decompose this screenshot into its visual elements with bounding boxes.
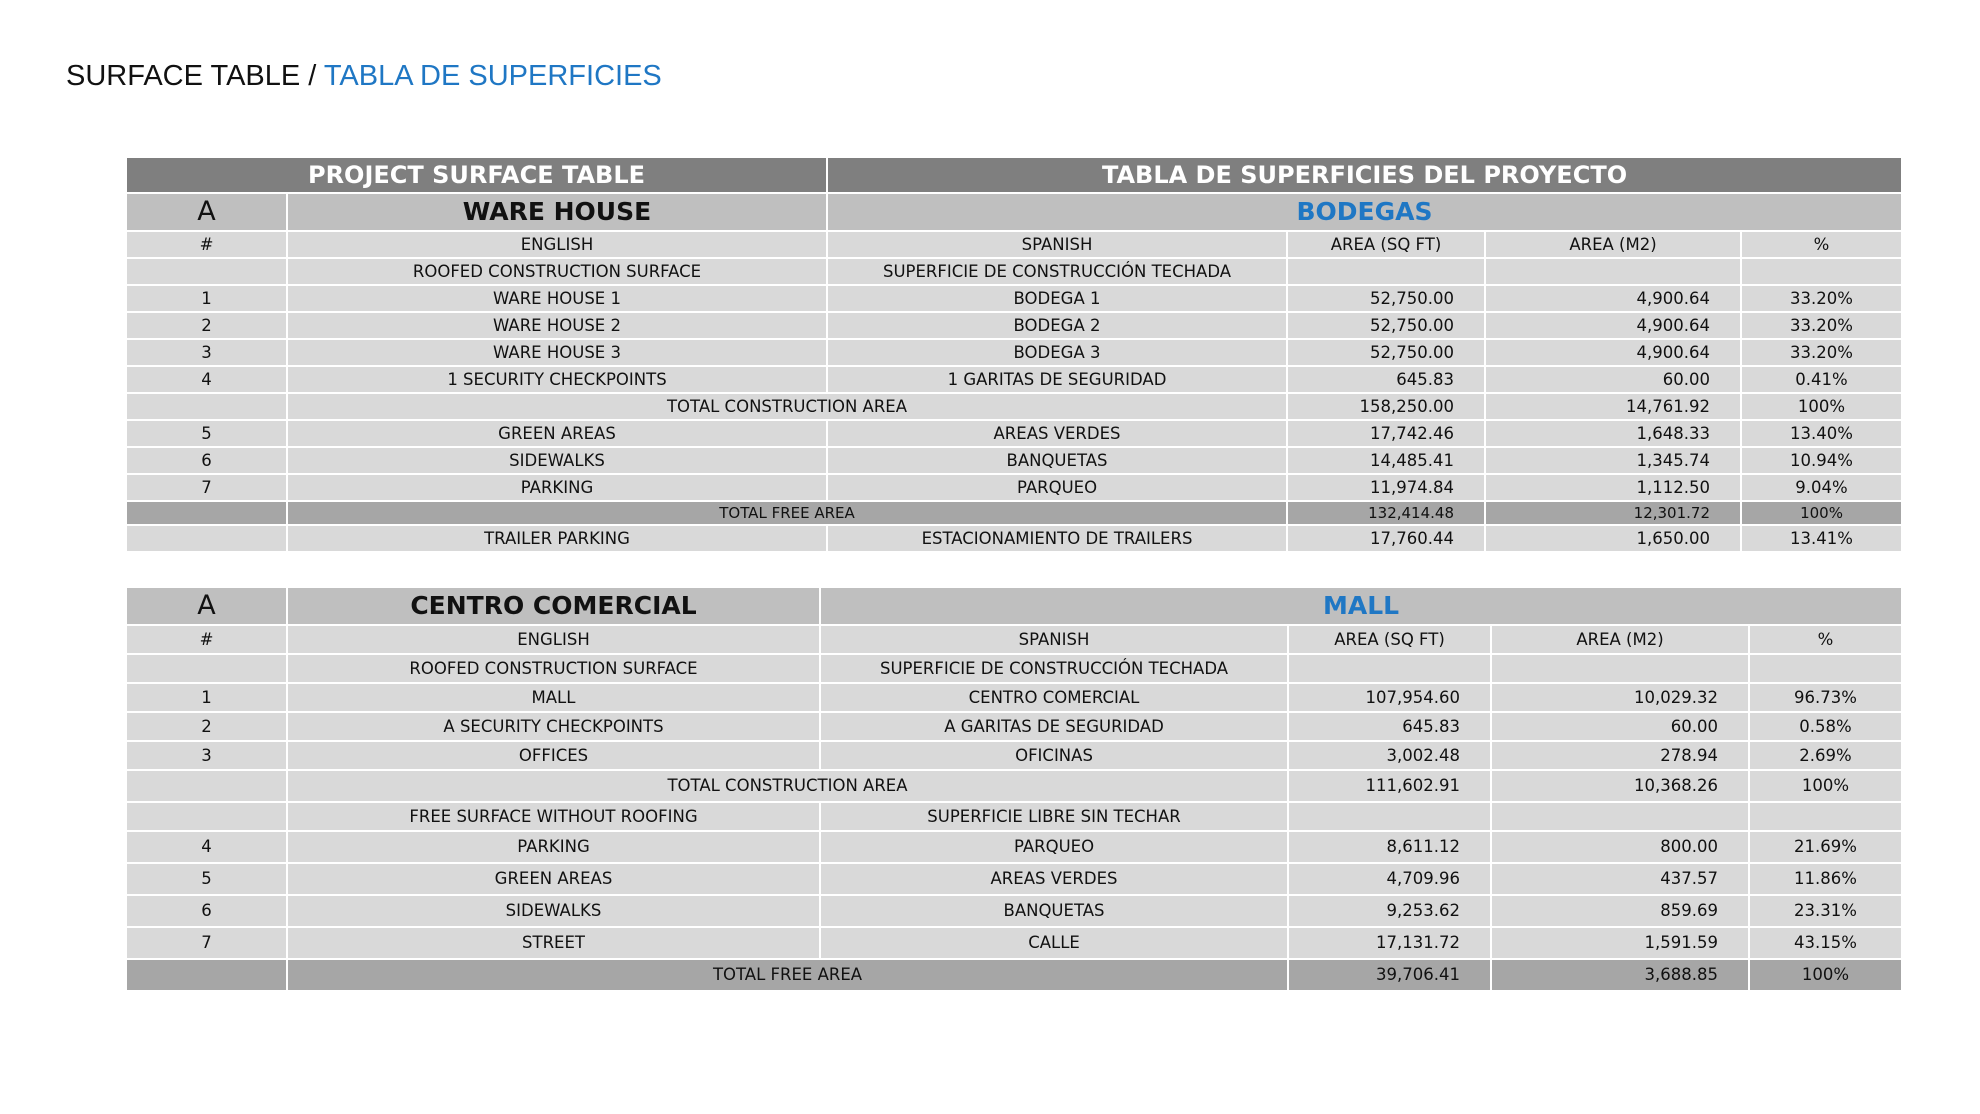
- total-free-area-label: TOTAL FREE AREA: [287, 959, 1288, 991]
- table-row: 6 SIDEWALKS BANQUETAS 9,253.62 859.69 23.31%: [126, 895, 1902, 927]
- total-free-area-row: TOTAL FREE AREA 39,706.41 3,688.85 100%: [126, 959, 1902, 991]
- total-free-area-label: TOTAL FREE AREA: [287, 501, 1287, 525]
- table-row: 3 WARE HOUSE 3 BODEGA 3 52,750.00 4,900.64 33.20%: [126, 339, 1902, 366]
- table-row: 6 SIDEWALKS BANQUETAS 14,485.41 1,345.74 10.94%: [126, 447, 1902, 474]
- table-header-row: [126, 157, 1902, 193]
- section-row: [126, 587, 1902, 625]
- col-percent: %: [1749, 625, 1902, 654]
- table-row: 2 WARE HOUSE 2 BODEGA 2 52,750.00 4,900.64 33.20%: [126, 312, 1902, 339]
- table-row: 5 GREEN AREAS AREAS VERDES 4,709.96 437.57 11.86%: [126, 863, 1902, 895]
- page-title-english: SURFACE TABLE /: [66, 60, 324, 92]
- total-construction-row: TOTAL CONSTRUCTION AREA 111,602.91 10,368.26 100%: [126, 770, 1902, 802]
- section-title-spanish: BODEGAS: [827, 193, 1902, 231]
- section-title-english: CENTRO COMERCIAL: [287, 587, 820, 625]
- col-area-m2: AREA (M2): [1485, 231, 1741, 258]
- col-area-sqft: AREA (SQ FT): [1287, 231, 1485, 258]
- column-header-row: [126, 625, 1902, 654]
- column-header-row: [126, 231, 1902, 258]
- col-number: #: [126, 231, 287, 258]
- table-row: 1 MALL CENTRO COMERCIAL 107,954.60 10,029.32 96.73%: [126, 683, 1902, 712]
- col-number: #: [126, 625, 287, 654]
- col-percent: %: [1741, 231, 1902, 258]
- page-title-spanish: TABLA DE SUPERFICIES: [323, 60, 662, 92]
- table-row: 1 WARE HOUSE 1 BODEGA 1 52,750.00 4,900.64 33.20%: [126, 285, 1902, 312]
- header-spanish: TABLA DE SUPERFICIES DEL PROYECTO: [827, 157, 1902, 193]
- roofed-subheader-row: [126, 258, 1902, 285]
- mall-surface-table: [125, 586, 1903, 992]
- section-title-english: WARE HOUSE: [287, 193, 827, 231]
- col-english: ENGLISH: [287, 231, 827, 258]
- warehouse-surface-table: [125, 156, 1903, 553]
- total-free-area-row: TOTAL FREE AREA 132,414.48 12,301.72 100%: [126, 501, 1902, 525]
- free-surface-subheader-row: [126, 802, 1902, 831]
- page-title: [66, 60, 662, 93]
- col-spanish: SPANISH: [827, 231, 1287, 258]
- roofed-subheader-row: [126, 654, 1902, 683]
- total-construction-label: TOTAL CONSTRUCTION AREA: [287, 393, 1287, 420]
- table-row: 4 PARKING PARQUEO 8,611.12 800.00 21.69%: [126, 831, 1902, 863]
- section-letter: A: [126, 193, 287, 231]
- header-english: PROJECT SURFACE TABLE: [126, 157, 827, 193]
- section-row: [126, 193, 1902, 231]
- section-letter: A: [126, 587, 287, 625]
- roofed-label-spanish: SUPERFICIE DE CONSTRUCCIÓN TECHADA: [827, 258, 1287, 285]
- table-row: 4 1 SECURITY CHECKPOINTS 1 GARITAS DE SEGURIDAD 645.83 60.00 0.41%: [126, 366, 1902, 393]
- table-row: 7 STREET CALLE 17,131.72 1,591.59 43.15%: [126, 927, 1902, 959]
- col-area-m2: AREA (M2): [1491, 625, 1749, 654]
- trailer-parking-row: TRAILER PARKING ESTACIONAMIENTO DE TRAILERS 17,760.44 1,650.00 13.41%: [126, 525, 1902, 552]
- roofed-label-english: ROOFED CONSTRUCTION SURFACE: [287, 654, 820, 683]
- total-construction-row: TOTAL CONSTRUCTION AREA 158,250.00 14,761.92 100%: [126, 393, 1902, 420]
- section-title-spanish: MALL: [820, 587, 1902, 625]
- roofed-label-spanish: SUPERFICIE DE CONSTRUCCIÓN TECHADA: [820, 654, 1288, 683]
- total-construction-label: TOTAL CONSTRUCTION AREA: [287, 770, 1288, 802]
- free-label-spanish: SUPERFICIE LIBRE SIN TECHAR: [820, 802, 1288, 831]
- roofed-label-english: ROOFED CONSTRUCTION SURFACE: [287, 258, 827, 285]
- table-row: 2 A SECURITY CHECKPOINTS A GARITAS DE SEGURIDAD 645.83 60.00 0.58%: [126, 712, 1902, 741]
- table-row: 3 OFFICES OFICINAS 3,002.48 278.94 2.69%: [126, 741, 1902, 770]
- col-area-sqft: AREA (SQ FT): [1288, 625, 1491, 654]
- table-row: 5 GREEN AREAS AREAS VERDES 17,742.46 1,648.33 13.40%: [126, 420, 1902, 447]
- col-spanish: SPANISH: [820, 625, 1288, 654]
- col-english: ENGLISH: [287, 625, 820, 654]
- table-row: 7 PARKING PARQUEO 11,974.84 1,112.50 9.04%: [126, 474, 1902, 501]
- free-label-english: FREE SURFACE WITHOUT ROOFING: [287, 802, 820, 831]
